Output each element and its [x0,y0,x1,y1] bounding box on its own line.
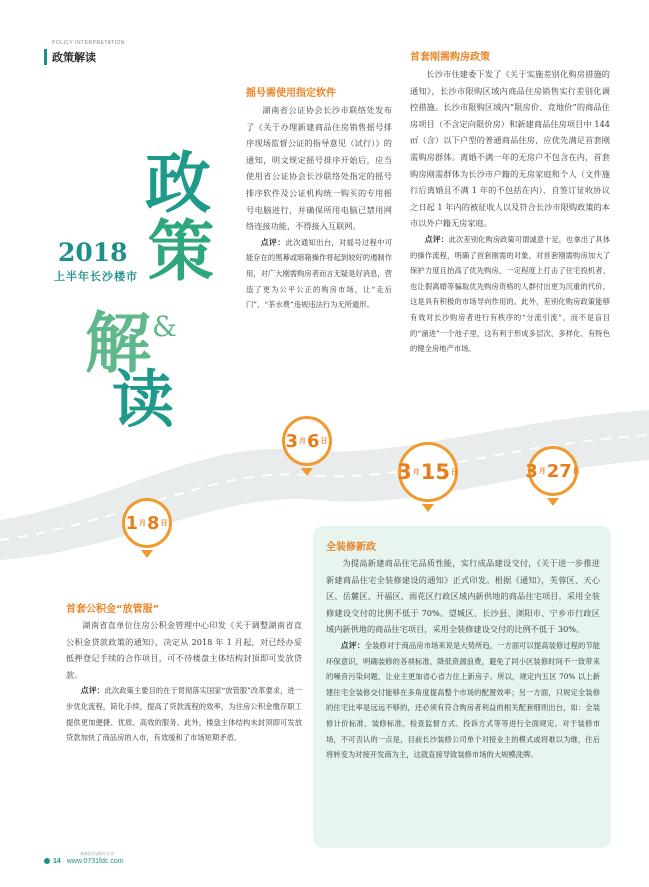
article-lottery-software [246,84,392,313]
comment-lead: 点评： [340,640,365,650]
article-body: 湖南省直单位住房公积金管理中心印发《关于调整湖南省直公积金贷款政策的通知》，决定从 2018 年 1 月起，对已经办妥抵押登记手续的合作项目，可不待楼盘主体结构封顶即可发放贷款。 [66,620,302,680]
date-bubble-1 [122,498,172,548]
comment-text: 全装修对于商品房市场来说是大势所趋，一方面可以提高装修过程的节能环保意识，明确装修的各项标准，降低资源浪费，避免了同小区装修时间不一致带来的噪音污染问题，让业主更加省心省力住上新房子。所以，规定内五区 70% 以上新建住宅全装修交付能够在多角度提高整个市场的配置效率；另一方面，只规定全装修的住宅比率是远远不够的，还必须有符合购房者利益的相关配套细则出台，如：全装修计价标准、装修标准、检查监督方式、投诉方式等等进行全面规定。对于装修市场，不可否认的一点是，目前长沙装修公司单个对接业主的模式或将难以为继，往后将转变为对接开发商为主，这就直接导致装修市场的大规模洗牌。 [326,640,601,760]
article-comment [246,235,392,313]
comment-lead: 点评： [260,237,286,247]
section-label-en: POLICY INTERPRETATION [52,40,126,46]
comment-text: 此次通知出台，对摇号过程中可能存在的黑幕或暗箱操作将起到较好的遏制作用，对广大刚需购房者而言无疑是好消息，营造了更为公平公正的购房市场，让“走后门”、“茶水费”违规违法行为无所遁形。 [246,237,392,310]
date-bubble-4 [525,446,580,496]
comment-lead: 点评： [80,686,105,696]
footer-dot [44,858,50,864]
date-month: 1 [125,512,138,534]
date-tip-3 [422,504,434,512]
date-month: 3 [525,460,538,482]
date-bubble-3 [398,442,458,502]
article-full-decoration [326,538,600,763]
section-tag [44,40,125,65]
date-unit-day: 日 [160,519,168,527]
section-bar [44,49,47,65]
title-year: 2018 [58,238,128,267]
date-month: 3 [285,430,298,452]
comment-lead: 点评： [424,234,449,244]
date-unit-day: 日 [320,437,328,445]
date-unit-day: 日 [572,467,580,475]
footer-url[interactable]: www.0731fdc.com [66,858,124,865]
date-tip-1 [141,550,153,558]
article-heading: 摇号需使用指定软件 [246,88,336,99]
article-first-home-policy [410,48,610,357]
title-char-1: 政 [145,144,211,222]
article-heading: 全装修新政 [326,542,376,553]
date-unit-month: 月 [412,468,420,476]
article-body: 湖南省公证协会长沙市联络处发布了《关于办理新建商品住房销售摇号排序现场监督公证的指导意见（试行）》的通知，明文规定摇号排序开始后，应当使用省公证协会长沙联络处指定的摇号排序软件及公证机构统一购买的专用摇号电脑进行，并确保所用电脑已禁用网络连接功能，不得接入互联网。 [246,105,392,232]
date-day: 6 [307,430,320,452]
footer-publication: 商务报告|湖南·长沙 [80,851,115,856]
page-footer [44,851,124,865]
title-char-4: 读 [112,363,175,436]
date-month: 3 [397,460,412,484]
article-comment [326,638,600,763]
title-char-2: 策 [148,212,214,290]
article-heading: 首套公积金“放管服” [66,604,160,615]
date-bubble-2 [282,416,332,466]
date-unit-day: 日 [450,468,458,476]
article-comment [410,232,610,357]
article-heading: 首套刚需购房政策 [410,52,490,63]
page-number: 14 [53,858,61,865]
title-subtitle: 上半年长沙楼市 [54,270,138,283]
date-unit-month: 月 [139,519,146,527]
title-amp: & [152,310,177,343]
date-day: 8 [147,512,160,534]
date-unit-month: 月 [299,437,306,445]
article-body: 为提高新建商品住宅品质性能，实行成品建设交付，《关于进一步推进新建商品住宅全装修建设的通知》正式印发。根据《通知》，芙蓉区、天心区、岳麓区、开福区、雨花区行政区域内新供地的商品住宅项目，采用全装修建设交付的比例不低于 70%。望城区、长沙县、浏阳市、宁乡市行政区域内新供地的商品住宅项目，采用全装修建设交付的比例不低于 30%。 [326,558,600,635]
comment-text: 此次政策主要目的在于贯彻落实国家“放管服”改革要求，进一步优化流程，简化手续，提高了贷款流程的效率，为住房公积金缴存职工提供更加便捷、优质、高效的服务。此外，楼盘主体结构未封顶即可发放贷款加快了商品房的入市，有效缓和了市场短期矛盾。 [66,686,302,743]
title-art [40,120,240,436]
article-housing-fund [66,600,302,746]
date-day: 15 [420,460,450,484]
date-tip-2 [301,468,313,476]
date-day: 27 [546,460,572,482]
date-tip-4 [547,498,559,506]
article-body: 长沙市住建委下发了《关于实施差别化购房措施的通知》，长沙市限购区域内商品住房销售实行差别化调控措施。长沙市限购区域内“限房价、竞地价”的商品住房项目（不含定向限价房）和新建商品住房项目中 144 ㎡（含）以下户型的普通商品住房，应优先满足首套刚需购房群体。离婚不满一年的无房户不包含在内，首套购房刚需群体为长沙市户籍的无房家庭和个人（文件施行后离婚且不满 1 年的不包括在内）、自签订征收协议之日起 1 年内的被征收人以及符合长沙市限购政策的本市以外户籍无房家庭。 [410,69,610,229]
comment-text: 此次差别化购房政策可谓诚意十足，也拿出了具体的操作流程，明确了首套刚需的对象，对首套刚需购房加大了保护力度且抬高了优先购房，一定程度上打击了住宅投机者，也让假离婚等骗取优先购房资格的人群付出更为沉重的代价，这是具有积极的市场导向作用的。此外，差别化购房政策能够有效对长沙购房者进行有秩序的“分流引流”，而不是盲目的“涌进”一个池子里，这有利于形成多层次、多样化、有特色的健全房地产市场。 [410,234,610,354]
title-char-3: 解 [85,304,151,382]
article-comment [66,683,302,745]
section-label-cn: 政策解读 [52,51,96,64]
date-unit-month: 月 [538,467,546,475]
